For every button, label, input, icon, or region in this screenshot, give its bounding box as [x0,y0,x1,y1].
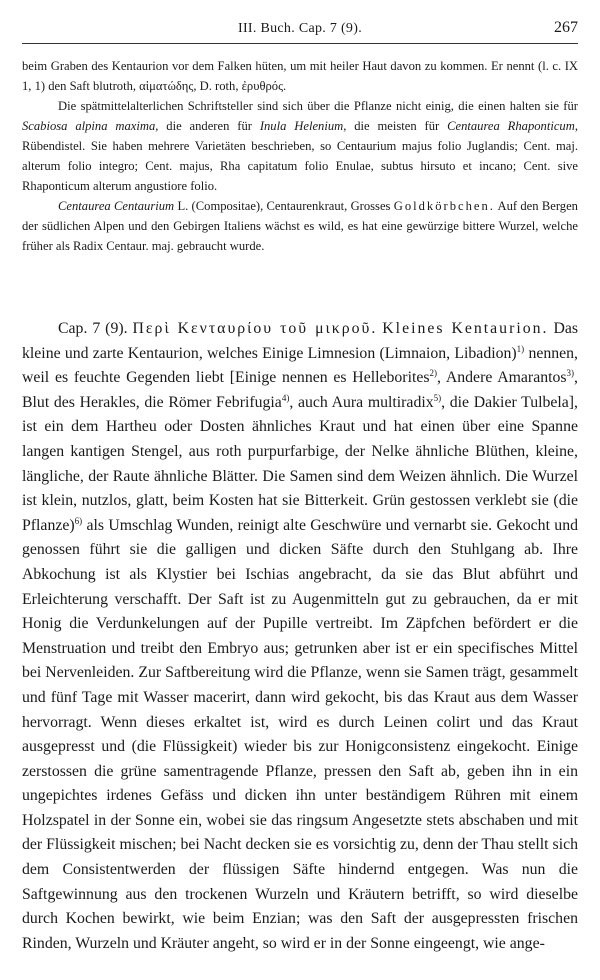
note-2-taxon-inula: Inula Helenium [259,119,344,133]
note-2-taxon-centaurea: Centaurea Rhaponticum [447,119,575,133]
chapter-paragraph [22,317,578,956]
chapter-label: Cap. 7 (9). [58,320,128,337]
note-3-text-d: Auf den Bergen der südlichen Alpen und den Gebirgen Italiens wächst es wild, es hat eine gewürzige bittere Wurzel, welche früher als Radix Centaur. maj. gebraucht wurde. [22,199,578,253]
footnote-ref-2: 2) [429,368,438,379]
note-2-text-c: , die anderen für [155,119,252,133]
note-paragraph-1 [22,56,578,96]
chapter-text-4: , Blut des Herakles, die Römer Febrifugia [22,369,578,411]
chapter-text-3: , Andere Amarantos [437,369,567,387]
note-3-spaced-term: Goldkörbchen. [393,199,495,213]
chapter-text-5: , auch Aura multiradix [289,393,434,411]
chapter-title: Kleines Kentaurion. [382,320,549,337]
footnote-ref-3: 3) [566,368,575,379]
note-2-text-a: Die spätmittelalterlichen Schriftsteller sind sich über die Pflanze nicht einig, die einen halten sie für [58,99,578,113]
note-1-text: beim Graben des Kentaurion vor dem Falken hüten, um mit heiler Haut davon zu kommen. Er nennt (l. c. IX 1, 1) den Saft blutroth, αἱματώδης, D. roth, ἐρυθρός. [22,59,578,93]
note-paragraph-3 [22,196,578,256]
page-number: 267 [554,19,578,36]
footnote-ref-1: 1) [516,343,525,354]
chapter-body [22,317,578,956]
note-2-taxon-scabiosa: Scabiosa alpina maxima [22,119,156,133]
chapter-text-6: , die Dakier Tulbela], ist ein dem Hartheu oder Dosten ähnliches Kraut und hat einen über eine Spanne langen kantigen Stengel, aus roth purpurfarbige, der Nelke ähnliche Blüthen, kleine, längliche, der Raute ähnliche Blätter. Die Samen sind dem Weizen ähnlich. Die Wurzel ist klein, nutzlos, glatt, beim Kosten hat sie Bitterkeit. Grün gestossen verklebt sie (die Pflanze) [22,393,578,534]
page-header [22,21,578,44]
note-2-text-e: , die meisten für [343,119,440,133]
note-3-taxon: Centaurea Centaurium [58,199,175,213]
chapter-text-7: als Umschlag Wunden, reinigt alte Geschwüre und vernarbt sie. Gekocht und genossen führt sie die galligen und dicken Säfte durch den Stuhlgang ab. Ihre Abkochung ist als Klystier bei Ischias angebracht, da sie das Blut abführt und Erleichterung verschafft. Der Saft ist zu Augenmitteln gut zu gebrauchen, da er mit Honig die Verdunkelungen auf der Pupille vertreibt. Im Zäpfchen befördert er die Menstruation und treibt den Embryo aus; getrunken aber ist er ein specifisches Mittel bei Nervenleiden. Zur Saftbereitung wird die Pflanze, wenn sie Samen trägt, gesammelt und fünf Tage mit Wasser macerirt, dann wird gekocht, bis das Kraut aus dem Wasser hervorragt. Wenn dieses erkaltet ist, wird es durch Leinen colirt und das Kraut ausgepresst und (die Flüssigkeit) wieder bis zur Honigconsistenz eingekocht. Einige zerstossen die grüne samentragende Pflanze, pressen den Saft ab, geben ihn in ein ungepichtes irdenes Gefäss und dicken ihn unter beständigem Rühren mit einem Holzspatel in der Sonne ein, wobei sie das ringsum Angesetzte stets abschaben und mit der Flüssigkeit mischen; bei Nacht decken sie es vorsichtig zu, denn der Thau stellt sich dem Consistentwerden der flüssigen Säfte hindernd entgegen. Was nun die Saftgewinnung aus den trockenen Wurzeln und Kräutern betrifft, so wird dieselbe durch Kochen bewirkt, wie beim Enzian; was den Saft der ausgepressten frischen Rinden, Wurzeln und Kräuter angeht, so wird er in der Sonne eingeengt, wie ange- [22,516,578,952]
chapter-text-2: nennen, weil es feuchte Gegenden liebt [Einige nennen es Helleborites [22,344,579,387]
footnote-ref-5: 5) [433,392,442,403]
note-2-text-g: , Rübendistel. Sie haben mehrere Varietäten beschrieben, so Centaurium majus folio Juglandis; Cent. maj. alterum folio integro; Cent. majus, Rha capitatum folio Enulae, subtus hirsuto et incano; Cent. sive Rhaponticum alterum angustiore folio. [22,119,578,193]
notes-block [22,56,578,256]
footnote-ref-6: 6) [74,515,83,526]
chapter-text-1: Das kleine und zarte Kentaurion, welches Einige Limnesion (Limnaion, Libadion) [22,320,579,362]
footnote-ref-4: 4) [281,392,290,403]
running-title: III. Buch. Cap. 7 (9). [237,21,362,36]
note-3-text-b: L. (Compositae), Centaurenkraut, Grosses [177,199,391,213]
chapter-greek-title: Περὶ Κενταυρίου τοῦ μικροῦ. [132,320,378,337]
note-paragraph-2 [22,96,578,196]
